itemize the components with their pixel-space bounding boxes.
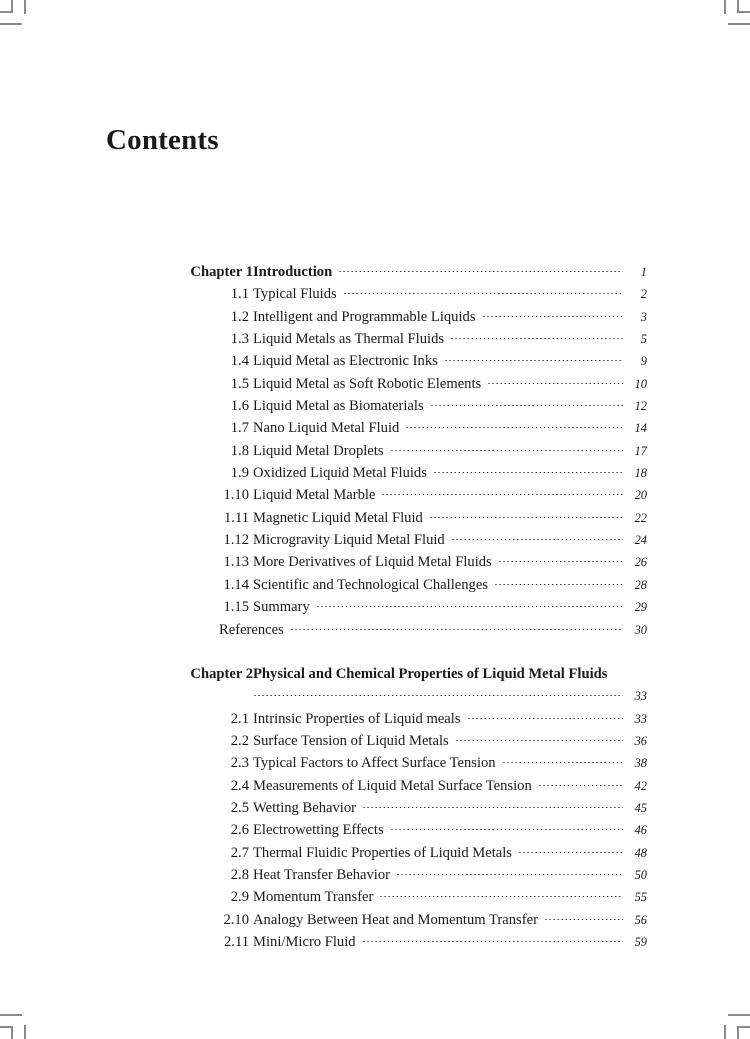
- page-number: 28: [634, 577, 647, 592]
- page-number: 9: [640, 354, 647, 369]
- page-number: 29: [634, 600, 647, 615]
- toc-entry: [253, 909, 647, 931]
- toc-entry: [253, 663, 647, 685]
- toc-entry: [253, 708, 647, 730]
- toc-section-row[interactable]: [0, 596, 750, 618]
- chapter-title: Physical and Chemical Properties of Liquid Metal Fluids: [253, 665, 608, 682]
- section-number: 2.1: [230, 710, 249, 727]
- dot-leader: [290, 620, 623, 634]
- table-of-contents: [0, 261, 750, 953]
- section-number: 2.6: [230, 822, 249, 839]
- section-title: Liquid Metal Droplets: [253, 442, 384, 459]
- toc-entry: [253, 350, 647, 372]
- section-title: Liquid Metal as Biomaterials: [253, 398, 424, 415]
- dot-leader: [379, 887, 623, 901]
- crop-mark-bottom-left: [0, 1026, 13, 1028]
- page-number: 48: [634, 845, 647, 860]
- section-number: 2.10: [223, 911, 249, 928]
- dot-leader: [362, 798, 623, 812]
- page-number: 59: [634, 934, 647, 949]
- dot-leader: [390, 441, 623, 455]
- toc-section-row[interactable]: [0, 551, 750, 573]
- section-number: 1.13: [223, 554, 249, 571]
- section-title: More Derivatives of Liquid Metal Fluids: [253, 554, 492, 571]
- toc-section-row[interactable]: [0, 440, 750, 462]
- toc-section-row[interactable]: [0, 283, 750, 305]
- section-number: 2.7: [230, 844, 249, 861]
- toc-entry: [253, 306, 647, 328]
- section-number: 1.2: [230, 308, 249, 325]
- section-title: Liquid Metals as Thermal Fluids: [253, 331, 445, 348]
- dot-leader: [467, 709, 623, 723]
- page-number: 50: [634, 867, 647, 882]
- toc-entry: [253, 440, 647, 462]
- page-number: 46: [634, 823, 647, 838]
- page-number: 26: [634, 555, 647, 570]
- dot-leader: [362, 932, 623, 946]
- section-number: 1.6: [230, 398, 249, 415]
- toc-section-row[interactable]: [0, 931, 750, 953]
- toc-entry: [253, 886, 647, 908]
- toc-entry: [253, 484, 647, 506]
- page-number: 3: [640, 309, 647, 324]
- crop-mark-bottom-right: [737, 1026, 750, 1028]
- page-number: 17: [634, 443, 647, 458]
- section-number: 2.4: [230, 777, 249, 794]
- dot-leader: [451, 530, 623, 544]
- toc-section-row[interactable]: [0, 708, 750, 730]
- section-title: Mini/Micro Fluid: [253, 933, 356, 950]
- toc-section-row[interactable]: [0, 775, 750, 797]
- dot-leader: [518, 843, 623, 857]
- toc-entry: [253, 775, 647, 797]
- section-title: Thermal Fluidic Properties of Liquid Metals: [253, 844, 512, 861]
- chapter-title: Introduction: [253, 264, 333, 280]
- crop-mark-bottom-left-dash: [0, 1014, 22, 1016]
- section-title: Measurements of Liquid Metal Surface Tension: [253, 777, 532, 794]
- page-number: 10: [634, 376, 647, 391]
- page-number: 33: [634, 689, 647, 704]
- section-title: Momentum Transfer: [253, 889, 374, 906]
- section-title: Wetting Behavior: [253, 799, 356, 816]
- toc-section-row[interactable]: [0, 350, 750, 372]
- page-number: 33: [634, 711, 647, 726]
- dot-leader: [494, 575, 623, 589]
- toc-entry: [253, 685, 647, 707]
- section-title: Microgravity Liquid Metal Fluid: [253, 532, 445, 549]
- toc-entry: [253, 596, 647, 618]
- page-number: 30: [634, 622, 647, 637]
- toc-section-row[interactable]: [0, 730, 750, 752]
- toc-section-row[interactable]: [0, 819, 750, 841]
- dot-leader: [544, 910, 623, 924]
- toc-chapter-row[interactable]: [0, 663, 750, 685]
- toc-section-row[interactable]: [0, 909, 750, 931]
- section-number: 1.9: [230, 465, 249, 482]
- crop-mark-top-left: [0, 11, 13, 13]
- section-title: Intrinsic Properties of Liquid meals: [253, 710, 461, 727]
- toc-section-row[interactable]: [0, 529, 750, 551]
- section-number: 2.11: [224, 933, 249, 950]
- dot-leader: [430, 396, 623, 410]
- page-number: 38: [634, 756, 647, 771]
- toc-section-row[interactable]: [0, 395, 750, 417]
- dot-leader: [381, 485, 623, 499]
- toc-section-row[interactable]: [0, 328, 750, 350]
- crop-mark-top-right-dash: [728, 23, 750, 25]
- dot-leader: [316, 597, 623, 611]
- dot-leader: [482, 307, 623, 321]
- toc-entry: [253, 261, 647, 283]
- dot-leader: [390, 820, 623, 834]
- section-title: Heat Transfer Behavior: [253, 866, 390, 883]
- toc-entry: [253, 529, 647, 551]
- section-title: Typical Fluids: [253, 286, 337, 303]
- toc-section-row[interactable]: [0, 507, 750, 529]
- chapter-label: Chapter 1: [190, 264, 253, 280]
- section-number: 1.7: [230, 420, 249, 437]
- toc-entry: [219, 619, 647, 641]
- toc-section-row[interactable]: [0, 752, 750, 774]
- section-number: 1.10: [223, 487, 249, 504]
- page-number: 55: [634, 890, 647, 905]
- section-number: 2.3: [230, 755, 249, 772]
- section-title: Electrowetting Effects: [253, 822, 384, 839]
- section-title: Summary: [253, 599, 310, 616]
- dot-leader: [498, 552, 623, 566]
- section-number: 1.4: [230, 353, 249, 370]
- crop-mark-bottom-right-tick: [724, 1025, 726, 1039]
- page-number: 56: [634, 912, 647, 927]
- page-number: 12: [634, 399, 647, 414]
- section-number: 2.8: [230, 866, 249, 883]
- toc-section-row[interactable]: [0, 574, 750, 596]
- section-number: 1.5: [230, 375, 249, 392]
- crop-mark-top-right-tick: [724, 0, 726, 14]
- toc-section-row[interactable]: [0, 864, 750, 886]
- chapter2-section-list: [0, 708, 750, 954]
- section-title: Surface Tension of Liquid Metals: [253, 732, 449, 749]
- section-title: Liquid Metal Marble: [253, 487, 376, 504]
- toc-entry: [253, 819, 647, 841]
- dot-leader: [433, 463, 623, 477]
- section-number: 1.11: [224, 509, 249, 526]
- section-title: Liquid Metal as Soft Robotic Elements: [253, 375, 482, 392]
- chapter-spacer: [0, 641, 750, 663]
- dot-leader: [338, 262, 623, 276]
- page-number: 42: [634, 778, 647, 793]
- dot-leader: [253, 686, 623, 700]
- section-number: 1.14: [223, 576, 249, 593]
- toc-entry: [253, 730, 647, 752]
- page-number: 22: [634, 510, 647, 525]
- dot-leader: [444, 351, 623, 365]
- dot-leader: [450, 329, 623, 343]
- dot-leader: [396, 865, 623, 879]
- crop-mark-top-left-tick: [24, 0, 26, 14]
- section-title: Analogy Between Heat and Momentum Transfer: [253, 911, 538, 928]
- toc-section-row[interactable]: [0, 886, 750, 908]
- toc-entry: [253, 551, 647, 573]
- toc-section-row[interactable]: [0, 484, 750, 506]
- toc-entry: [253, 283, 647, 305]
- dot-leader: [538, 776, 623, 790]
- page-title: Contents: [106, 124, 219, 156]
- dot-leader: [455, 731, 623, 745]
- dot-leader: [343, 284, 623, 298]
- page-number: 45: [634, 800, 647, 815]
- toc-entry: [253, 417, 647, 439]
- toc-entry: [253, 574, 647, 596]
- section-number: 2.2: [230, 732, 249, 749]
- section-number: 1.12: [223, 532, 249, 549]
- toc-section-row[interactable]: [0, 842, 750, 864]
- toc-entry: [253, 462, 647, 484]
- page-number: 20: [634, 488, 647, 503]
- page-number: 24: [634, 533, 647, 548]
- section-number: 1.8: [230, 442, 249, 459]
- toc-entry: [253, 373, 647, 395]
- toc-entry: [253, 931, 647, 953]
- section-number: 1.3: [230, 331, 249, 348]
- toc-entry: [253, 507, 647, 529]
- page-number: 14: [634, 421, 647, 436]
- page-number: 18: [634, 466, 647, 481]
- toc-entry: [253, 797, 647, 819]
- section-title: Magnetic Liquid Metal Fluid: [253, 509, 423, 526]
- toc-section-row[interactable]: [0, 306, 750, 328]
- section-title: Intelligent and Programmable Liquids: [253, 308, 476, 325]
- section-number: 1.1: [230, 286, 249, 303]
- crop-mark-top-right: [737, 11, 750, 13]
- section-title: Typical Factors to Affect Surface Tension: [253, 755, 496, 772]
- section-number: 1.15: [223, 599, 249, 616]
- references-label: References: [219, 621, 284, 638]
- section-title: Oxidized Liquid Metal Fluids: [253, 465, 427, 482]
- page-number: 1: [640, 265, 647, 279]
- toc-section-row[interactable]: [0, 417, 750, 439]
- toc-entry: [253, 842, 647, 864]
- page-number: 36: [634, 733, 647, 748]
- toc-entry: [253, 395, 647, 417]
- toc-entry: [253, 328, 647, 350]
- toc-chapter-continuation-row: [0, 685, 750, 707]
- crop-mark-bottom-left-tick: [24, 1025, 26, 1039]
- toc-section-row[interactable]: [0, 797, 750, 819]
- section-number: 2.9: [230, 889, 249, 906]
- section-title: Liquid Metal as Electronic Inks: [253, 353, 438, 370]
- dot-leader: [429, 508, 623, 522]
- section-title: Scientific and Technological Challenges: [253, 576, 488, 593]
- toc-entry: [253, 752, 647, 774]
- toc-section-row[interactable]: [0, 462, 750, 484]
- page-number: 2: [640, 287, 647, 302]
- chapter-label: Chapter 2: [190, 665, 253, 682]
- page-number: 5: [640, 332, 647, 347]
- toc-references-row[interactable]: [0, 619, 750, 641]
- dot-leader: [502, 753, 623, 767]
- crop-mark-top-left-dash: [0, 23, 22, 25]
- toc-chapter-row[interactable]: [0, 261, 750, 283]
- crop-mark-bottom-right-dash: [728, 1014, 750, 1016]
- chapter1-section-list: [0, 283, 750, 618]
- dot-leader: [487, 374, 623, 388]
- toc-entry: [253, 864, 647, 886]
- section-number: 2.5: [230, 799, 249, 816]
- dot-leader: [405, 418, 623, 432]
- toc-section-row[interactable]: [0, 373, 750, 395]
- section-title: Nano Liquid Metal Fluid: [253, 420, 400, 437]
